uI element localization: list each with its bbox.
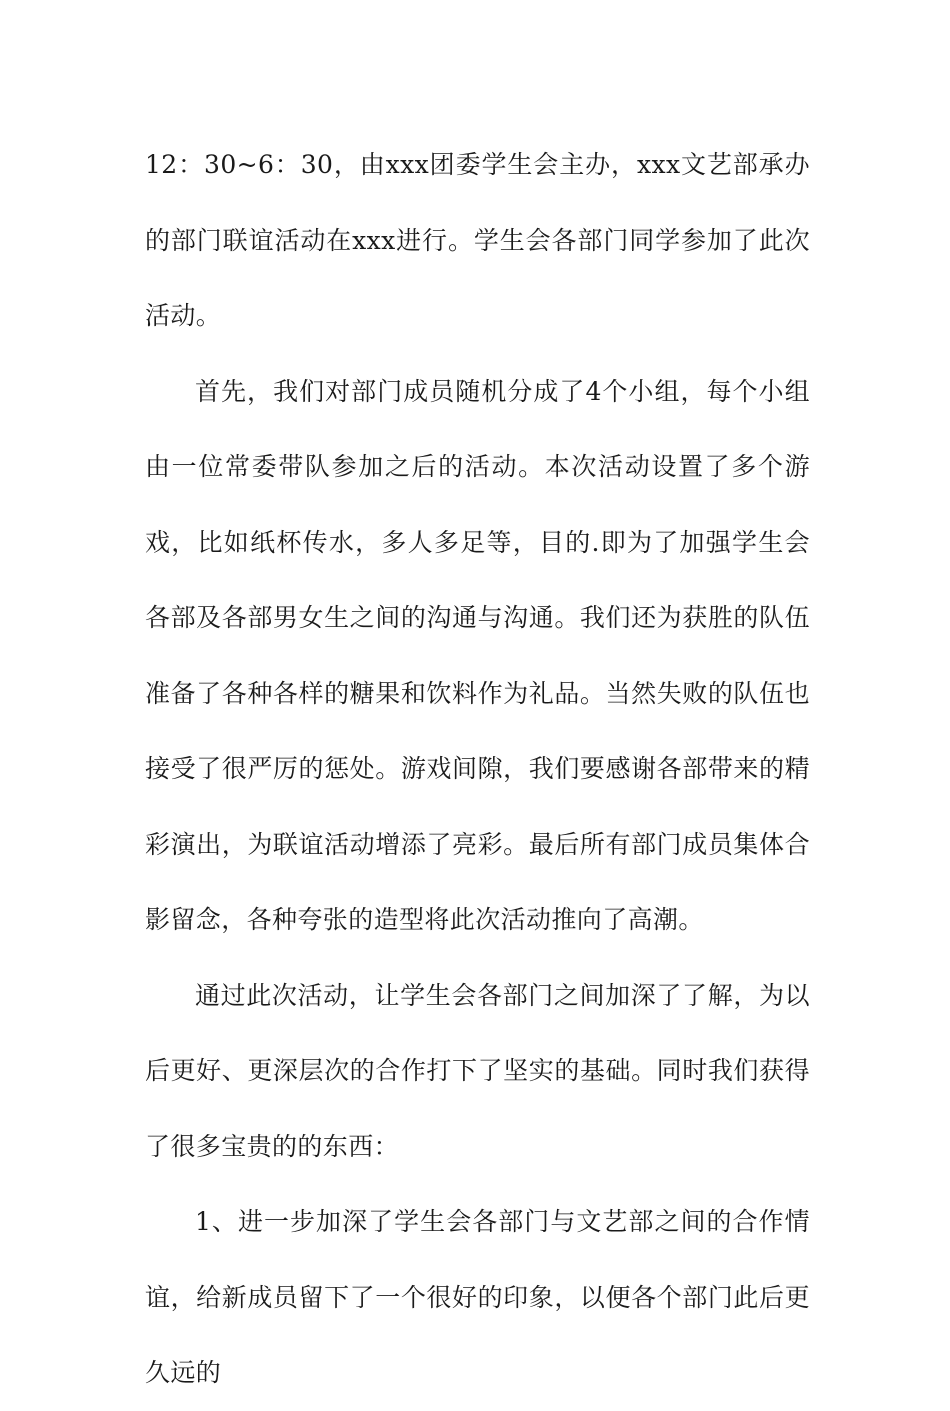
paragraph-activities: 首先，我们对部门成员随机分成了4个小组，每个小组由一位常委带队参加之后的活动。本次活动设置了多个游戏，比如纸杯传水，多人多足等，目的.即为了加强学生会各部及各部男女生之间的沟通与沟通。我们还为获胜的队伍准备了各种各样的糖果和饮料作为礼品。当然失败的队伍也接受了很严厉的惩处。游戏间隙，我们要感谢各部带来的精彩演出，为联谊活动增添了亮彩。最后所有部门成员集体合影留念，各种夸张的造型将此次活动推向了高潮。 bbox=[145, 376, 810, 934]
paragraph-outcome: 通过此次活动，让学生会各部门之间加深了了解，为以后更好、更深层次的合作打下了坚实的基础。同时我们获得了很多宝贵的的东西： bbox=[145, 980, 810, 1161]
document-body bbox=[145, 127, 810, 1411]
paragraph-event-intro: 12：30~6：30，由xxx团委学生会主办，xxx文艺部承办的部门联谊活动在xxx进行。学生会各部门同学参加了此次活动。 bbox=[145, 150, 810, 330]
paragraph-point-1: 1、进一步加深了学生会各部门与文艺部之间的合作情谊，给新成员留下了一个很好的印象，以便各个部门此后更久远的 bbox=[145, 1207, 810, 1387]
